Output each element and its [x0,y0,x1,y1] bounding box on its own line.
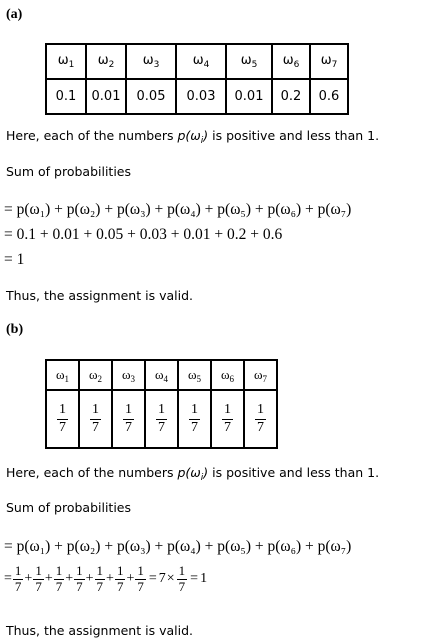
part-b-probability-table [45,359,278,449]
probability-cell [244,390,277,448]
probability-cell: 0.6 [310,79,348,114]
fraction: $\frac{1}{7}$ [158,402,165,435]
fraction: $\frac{1}{7}$ [191,402,198,435]
probability-cell: 0.2 [272,79,310,114]
outcome-cell: $\omega_6$ [211,360,244,390]
outcome-cell: $\omega_2$ [86,44,126,79]
probability-cell: 0.03 [176,79,226,114]
probability-cell: 0.05 [126,79,176,114]
part-a-label: (a) [6,7,23,22]
fraction: $\frac{1}{7}$ [59,402,66,435]
probability-cell [178,390,211,448]
outcome-cell: $\omega_1$ [46,360,79,390]
probability-cell [145,390,178,448]
part-b-statement: Here, each of the numbers $p(\omega_i)$ is positive and less than 1. [6,465,380,483]
fraction: $\frac{1}{7}$ [224,402,231,435]
probability-cell: 0.1 [46,79,86,114]
outcome-cell: $\omega_4$ [176,44,226,79]
part-b-label: (b) [6,322,24,337]
outcome-cell: $\omega_7$ [310,44,348,79]
part-a-sum-line-2: = 0.1 + 0.01 + 0.05 + 0.03 + 0.01 + 0.2 + 0.6 [4,226,283,243]
probability-cell: 0.01 [226,79,272,114]
part-a-probability-table [45,43,349,115]
fraction: $\frac{1}{7}$ [55,563,63,594]
fraction: $\frac{1}{7}$ [35,563,42,594]
probability-cell: 0.01 [86,79,126,114]
outcome-cell: $\omega_3$ [112,360,145,390]
fraction: $\frac{1}{7}$ [76,563,83,594]
outcome-cell: $\omega_4$ [145,360,178,390]
probability-cell [79,390,112,448]
fraction: $\frac{1}{7}$ [14,563,22,594]
part-a-sum-line-1: = p(ω₁) + p(ω₂) + p(ω₃) + p(ω₄) + p(ω₅) + p(ω₆) + p(ω₇) [4,201,352,218]
part-a-outcome-row [46,44,348,79]
part-b-outcome-row [46,360,277,390]
part-a-conclusion: Thus, the assignment is valid. [6,288,193,303]
part-b-probability-row [46,390,277,448]
fraction: $\frac{1}{7}$ [96,563,104,594]
outcome-cell: $\omega_5$ [226,44,272,79]
probability-cell [112,390,145,448]
outcome-cell: $\omega_1$ [46,44,86,79]
outcome-cell: $\omega_3$ [126,44,176,79]
outcome-cell: $\omega_2$ [79,360,112,390]
part-a-sum-line-3: = 1 [4,251,25,268]
part-b-sum-line-1: = p(ω₁) + p(ω₂) + p(ω₃) + p(ω₄) + p(ω₅) + p(ω₆) + p(ω₇) [4,538,352,555]
part-b-sum-heading: Sum of probabilities [6,500,131,515]
fraction: $\frac{1}{7}$ [116,563,124,594]
part-a-probability-row [46,79,348,114]
fraction: $\frac{1}{7}$ [92,402,99,435]
fraction: $\frac{1}{7}$ [137,563,144,594]
part-b-conclusion: Thus, the assignment is valid. [6,623,193,638]
part-a-sum-heading: Sum of probabilities [6,164,131,179]
fraction: $\frac{1}{7}$ [125,402,132,435]
outcome-cell: $\omega_7$ [244,360,277,390]
outcome-cell: $\omega_6$ [272,44,310,79]
probability-cell [46,390,79,448]
outcome-cell: $\omega_5$ [178,360,211,390]
fraction: $\frac{1}{7}$ [178,563,186,594]
fraction: $\frac{1}{7}$ [257,402,264,435]
part-b-sum-line-2: = $\frac{1}{7}$ + $\frac{1}{7}$ + $\frac{1}{7}$ + $\frac{1}{7}$ + $\frac{1}{7}$ + $\frac{1}{7}$ + $\frac{1}{7}$ = 7 × $\frac{1}{7}$ = 1 [4,563,208,594]
part-a-statement: Here, each of the numbers $p(\omega_i)$ is positive and less than 1. [6,128,380,146]
probability-cell [211,390,244,448]
